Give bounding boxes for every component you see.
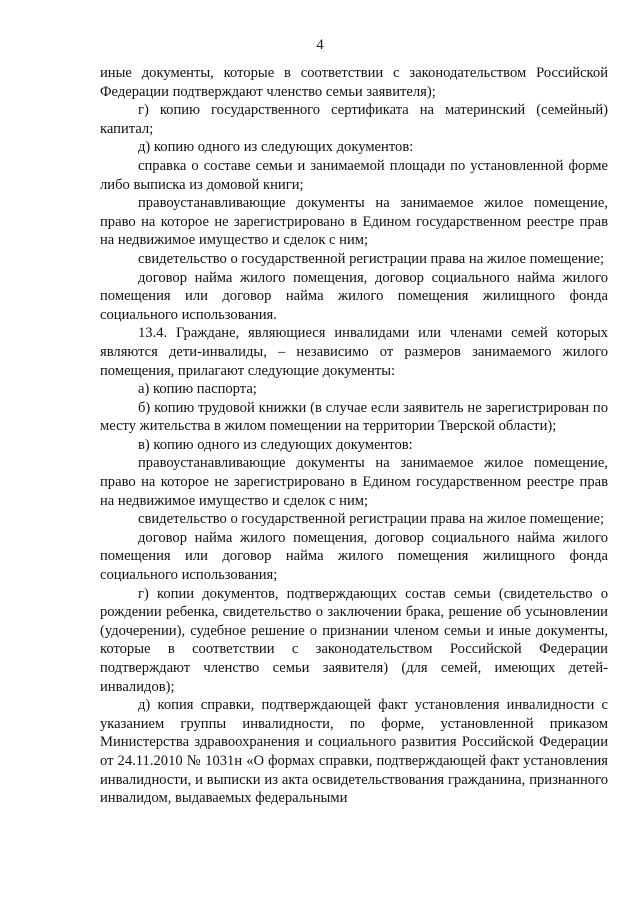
paragraph: 13.4. Граждане, являющиеся инвалидами или членами семей которых являются дети-инвалиды, – независимо от размеров занимаемого жилого помещения, прилагают следующие документы: xyxy=(100,325,608,379)
paragraph: правоустанавливающие документы на занимаемое жилое помещение, право на которое не зарегистрировано в Едином государственном реестре прав на недвижимое имущество и сделок с ним; xyxy=(100,455,608,509)
paragraph: договор найма жилого помещения, договор социального найма жилого помещения или договор найма жилого помещения жилищного фонда социального использования; xyxy=(100,529,608,584)
paragraph: г) копии документов, подтверждающих состав семьи (свидетельство о рождении ребенка, свидетельство о заключении брака, решение об усыновлении (удочерении), судебное решение о признании членом семьи и иные документы, которые в соответствии с законодательством Российской Федерации подтверждают членство семьи заявителя) (для семей, имеющих детей-инвалидов); xyxy=(100,585,608,695)
paragraph: правоустанавливающие документы на занимаемое жилое помещение, право на которое не зарегистрировано в Едином государственном реестре прав на недвижимое имущество и сделок с ним; xyxy=(100,195,608,249)
paragraph: д) копия справки, подтверждающей факт установления инвалидности с указанием группы инвалидности, по форме, установленной приказом Министерства здравоохранения и социального развития Российской Федерации от 24.11.2010 № 1031н «О формах справки, подтверждающей факт установления инвалидности, и выписки из акта освидетельствования гражданина, признанного инвалидом, выдаваемых федеральными xyxy=(100,697,608,807)
paragraph: в) копию одного из следующих документов: xyxy=(138,436,413,453)
page-number: 4 xyxy=(316,37,324,53)
document-body xyxy=(100,64,608,808)
paragraph: г) копию государственного сертификата на материнский (семейный) капитал; xyxy=(100,102,608,137)
paragraph: иные документы, которые в соответствии с законодательством Российской Федерации подтверждают членство семьи заявителя); xyxy=(100,65,608,100)
paragraph: свидетельство о государственной регистрации права на жилое помещение; xyxy=(138,511,605,528)
paragraph: д) копию одного из следующих документов: xyxy=(138,139,414,156)
paragraph: б) копию трудовой книжки (в случае если заявитель не зарегистрирован по месту жительства в жилом помещении на территории Тверской области); xyxy=(100,399,608,435)
paragraph: свидетельство о государственной регистрации права на жилое помещение; xyxy=(138,250,605,267)
paragraph: договор найма жилого помещения, договор социального найма жилого помещения или договор найма жилого помещения жилищного фонда социального использования. xyxy=(100,269,608,323)
paragraph: а) копию паспорта; xyxy=(138,381,257,398)
paragraph: справка о составе семьи и занимаемой площади по установленной форме либо выписка из домовой книги; xyxy=(100,157,608,193)
